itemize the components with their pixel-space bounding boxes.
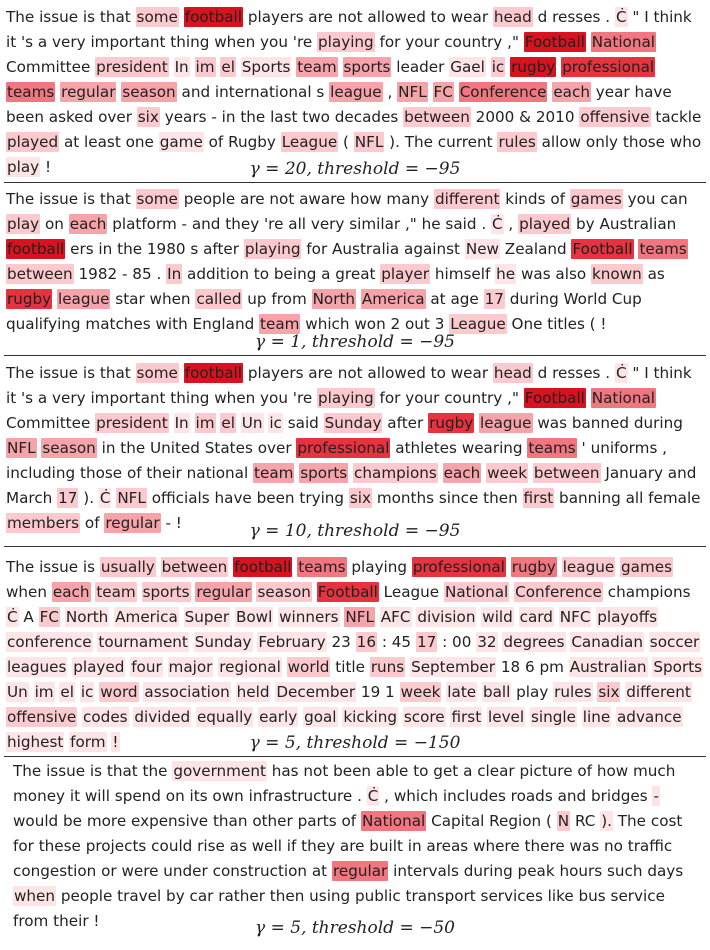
highlighted-token: between [404, 108, 470, 126]
highlighted-token: professional [297, 439, 390, 457]
highlighted-token: Super [184, 608, 230, 626]
panel-caption: γ = 5, threshold = −50 [255, 918, 455, 938]
highlighted-token: Football [524, 33, 585, 51]
highlighted-token: different [434, 190, 500, 208]
highlighted-token: America [115, 608, 178, 626]
highlighted-token: professional [562, 58, 655, 76]
divider [4, 355, 706, 356]
highlighted-token: Sports [241, 58, 291, 76]
highlighted-token: between [161, 558, 228, 576]
highlighted-token: el [60, 683, 74, 701]
highlighted-token: playing [318, 389, 374, 407]
highlighted-token: playoffs [597, 608, 658, 626]
highlighted-token: game [159, 133, 203, 151]
highlighted-token: League [281, 133, 338, 151]
divider [4, 756, 706, 757]
highlighted-token: Sunday [324, 414, 382, 432]
highlighted-token: between [7, 265, 73, 283]
panel-5 [0, 759, 710, 934]
highlighted-token: rugby [7, 290, 52, 308]
highlighted-token: NFL [345, 608, 374, 626]
highlighted-token: rules [554, 683, 592, 701]
highlighted-token: 17 [484, 290, 504, 308]
highlighted-token: rules [498, 133, 536, 151]
highlighted-token: games [621, 558, 673, 576]
highlighted-token: league [57, 290, 110, 308]
highlighted-token: Football [317, 583, 378, 601]
highlighted-token: Un [7, 683, 28, 701]
highlighted-token: card [519, 608, 553, 626]
highlighted-token: form [70, 733, 106, 751]
highlighted-token: National [591, 389, 656, 407]
highlighted-token: regular [105, 514, 160, 532]
highlighted-token: 32 [477, 633, 497, 651]
highlighted-token: el [221, 414, 235, 432]
highlighted-token: rugby [511, 58, 556, 76]
highlighted-token: known [592, 265, 642, 283]
highlighted-token: soccer [649, 633, 700, 651]
highlighted-token: highest [7, 733, 64, 751]
highlighted-token: Sports [653, 658, 703, 676]
highlighted-token: single [530, 708, 576, 726]
highlighted-token: Football [524, 389, 585, 407]
highlighted-token: ic [269, 414, 282, 432]
highlighted-token: major [168, 658, 213, 676]
highlighted-token: codes [83, 708, 128, 726]
highlighted-token: Ċ [491, 215, 503, 233]
highlighted-token: NFC [559, 608, 591, 626]
highlighted-token: four [131, 658, 162, 676]
highlighted-token: league [480, 414, 532, 432]
highlighted-token: leagues [7, 658, 67, 676]
highlighted-token: wild [482, 608, 513, 626]
highlighted-token: each [69, 215, 107, 233]
passage-text: The issue is that some football players are not allowed to wear head d resses . Ċ " I think it 's a very important thing when you 're playing for your country ," Football National Committee president In im el Sports team sports leader Gael ic rugby professional teams regular season and international s league , NFL FC Conference each year have been asked over six years - in the last two decades between 2000 & 2010 offensive tackle played at least one game of Rugby League ( NFL ). The current rules allow only those who play ! [6, 8, 702, 176]
highlighted-token: New [465, 240, 499, 258]
highlighted-token: head [493, 8, 532, 26]
highlighted-token: Ċ [367, 787, 379, 805]
highlighted-token: N [557, 812, 570, 830]
panel-4 [0, 555, 710, 755]
highlighted-token: conference [7, 633, 92, 651]
highlighted-token: professional [412, 558, 505, 576]
highlighted-token: 16 [356, 633, 376, 651]
highlighted-token: League [450, 315, 506, 333]
highlighted-token: In [174, 58, 189, 76]
highlighted-token: Conference [515, 583, 602, 601]
highlighted-token: FC [39, 608, 59, 626]
highlighted-token: teams [298, 558, 346, 576]
highlighted-token: he [496, 265, 516, 283]
highlighted-token: Ċ [615, 8, 627, 26]
highlighted-token: league [330, 83, 382, 101]
highlighted-token: el [221, 58, 235, 76]
highlighted-token: six [137, 108, 159, 126]
highlighted-token: playing [318, 33, 374, 51]
highlighted-token: Canadian [571, 633, 643, 651]
highlighted-token: National [361, 812, 426, 830]
panel-1 [0, 5, 710, 180]
highlighted-token: play [7, 158, 40, 176]
highlighted-token: sports [343, 58, 391, 76]
panel-2 [0, 187, 710, 337]
highlighted-token: February [258, 633, 326, 651]
highlighted-token: North [65, 608, 109, 626]
highlighted-token: members [7, 514, 80, 532]
highlighted-token: Gael [450, 58, 485, 76]
highlighted-token: NFL [354, 133, 384, 151]
highlighted-token: football [7, 240, 65, 258]
highlighted-token: week [487, 464, 528, 482]
panel-caption: γ = 5, threshold = −150 [249, 733, 461, 753]
highlighted-token: ic [80, 683, 94, 701]
highlighted-token: each [52, 583, 90, 601]
highlighted-token: six [349, 489, 372, 507]
highlighted-token: each [443, 464, 481, 482]
highlighted-token: between [533, 464, 600, 482]
highlighted-token: sports [142, 583, 190, 601]
highlighted-token: Ċ [99, 489, 111, 507]
highlighted-token: NFL [398, 83, 427, 101]
highlighted-token: equally [196, 708, 253, 726]
highlighted-token: playing [244, 240, 301, 258]
highlighted-token: goal [304, 708, 337, 726]
highlighted-token: September [411, 658, 496, 676]
highlighted-token: ic [491, 58, 505, 76]
highlighted-token: rugby [511, 558, 556, 576]
highlighted-token: Australian [569, 658, 647, 676]
divider [4, 546, 706, 547]
highlighted-token: games [570, 190, 622, 208]
highlighted-token: football [184, 364, 242, 382]
highlighted-token: world [287, 658, 330, 676]
highlighted-token: regular [332, 862, 388, 880]
highlighted-token: offensive [7, 708, 77, 726]
passage-text: The issue is usually between football teams playing professional rugby league games when each team sports regular season Football League National Conference champions Ċ A FC North America Super Bowl winners NFL AFC division wild card NFC playoffs conference tournament Sunday February 23 16 : 45 17 : 00 32 degrees Canadian soccer leagues played four major regional world title runs September 18 6 pm Australian Sports Un im el ic word association held December 19 1 week late ball play rules six different offensive codes divided equally early goal kicking score first level single line advance highest form ! [6, 558, 703, 751]
highlighted-token: - [653, 787, 659, 805]
highlighted-token: Un [241, 414, 263, 432]
highlighted-token: North [312, 290, 356, 308]
highlighted-token: some [136, 8, 178, 26]
highlighted-token: some [136, 190, 178, 208]
highlighted-token: divided [134, 708, 191, 726]
highlighted-token: held [236, 683, 270, 701]
highlighted-token: NFL [117, 489, 146, 507]
highlighted-token: kicking [343, 708, 398, 726]
highlighted-token: season [257, 583, 311, 601]
passage-text: The issue is that some football players are not allowed to wear head d resses . Ċ " I think it 's a very important thing when you 're playing for your country ," Football National Committee president In im el Un ic said Sunday after rugby league was banned during NFL season in the United States over professional athletes wearing teams ' uniforms , including those of their national team sports champions each week between January and March 17 ). Ċ NFL officials have been trying six months since then first banning all female members of regular - ! [6, 364, 701, 532]
highlighted-token: team [297, 58, 337, 76]
highlighted-token: first [523, 489, 554, 507]
highlighted-token: rugby [429, 414, 474, 432]
highlighted-token: line [582, 708, 611, 726]
highlighted-token: ). [601, 812, 612, 830]
passage-text: The issue is that some people are not aware how many different kinds of games you can play on each platform - and they 're all very similar ," he said . Ċ , played by Australian football ers in the 1980 s after playing for Australia against New Zealand Football teams between 1982 - 85 . In addition to being a great player himself he was also known as rugby league star when called up from North America at age 17 during World Cup qualifying matches with England team which won 2 out 3 League One titles ( ! [6, 190, 688, 333]
highlighted-token: America [361, 290, 425, 308]
highlighted-token: Conference [459, 83, 547, 101]
highlighted-token: president [96, 58, 168, 76]
panel-caption: γ = 1, threshold = −95 [255, 332, 455, 352]
highlighted-token: six [598, 683, 620, 701]
highlighted-token: league [562, 558, 615, 576]
highlighted-token: Sunday [194, 633, 252, 651]
highlighted-token: im [195, 58, 215, 76]
highlighted-token: season [42, 439, 96, 457]
highlighted-token: first [451, 708, 482, 726]
highlighted-token: played [7, 133, 59, 151]
highlighted-token: teams [528, 439, 576, 457]
highlighted-token: ball [482, 683, 511, 701]
panel-3 [0, 361, 710, 536]
highlighted-token: im [195, 414, 215, 432]
highlighted-token: president [96, 414, 168, 432]
highlighted-token: teams [639, 240, 687, 258]
highlighted-token: AFC [380, 608, 411, 626]
highlighted-token: Ċ [7, 608, 18, 626]
highlighted-token: play [7, 215, 40, 233]
divider [4, 182, 706, 183]
highlighted-token: played [73, 658, 125, 676]
highlighted-token: sports [300, 464, 348, 482]
highlighted-token: team [260, 315, 300, 333]
highlighted-token: advance [617, 708, 682, 726]
highlighted-token: 17 [416, 633, 437, 651]
highlighted-token: player [381, 265, 430, 283]
highlighted-token: Ċ [615, 364, 627, 382]
highlighted-token: National [591, 33, 656, 51]
passage-text: The issue is that the government has not been able to get a clear picture of how much money it will spend on its own infrastructure . Ċ , which includes roads and bridges - would be more expensive than other parts of National Capital Region ( N RC ). The cost for these projects could rise as well if they are built in areas where there was no traffic congestion or were under construction at regular intervals during peak hours such days when people travel by car rather then using public transport services like bus service from their ! [13, 762, 684, 930]
highlighted-token: degrees [503, 633, 565, 651]
highlighted-token: different [626, 683, 691, 701]
highlighted-token: head [493, 364, 532, 382]
highlighted-token: level [488, 708, 525, 726]
highlighted-token: December [276, 683, 356, 701]
highlighted-token: played [519, 215, 571, 233]
highlighted-token: In [167, 265, 182, 283]
highlighted-token: Bowl [235, 608, 273, 626]
highlighted-token: regional [219, 658, 281, 676]
highlighted-token: tournament [98, 633, 188, 651]
highlighted-token: late [447, 683, 477, 701]
highlighted-token: regular [196, 583, 251, 601]
highlighted-token: offensive [580, 108, 650, 126]
highlighted-token: association [144, 683, 230, 701]
highlighted-token: National [444, 583, 509, 601]
highlighted-token: winners [279, 608, 339, 626]
highlighted-token: season [122, 83, 176, 101]
highlighted-token: NFL [7, 439, 36, 457]
highlighted-token: football [234, 558, 292, 576]
highlighted-token: teams [7, 83, 55, 101]
highlighted-token: government [173, 762, 266, 780]
highlighted-token: each [553, 83, 590, 101]
highlighted-token: ! [112, 733, 119, 751]
panel-caption: γ = 20, threshold = −95 [249, 159, 461, 179]
highlighted-token: division [417, 608, 476, 626]
highlighted-token: football [184, 8, 242, 26]
highlighted-token: called [196, 290, 242, 308]
highlighted-token: team [96, 583, 136, 601]
highlighted-token: FC [433, 83, 453, 101]
highlighted-token: when [14, 887, 56, 905]
highlighted-token: week [400, 683, 441, 701]
highlighted-token: early [259, 708, 298, 726]
highlighted-token: regular [61, 83, 116, 101]
highlighted-token: im [34, 683, 54, 701]
highlighted-token: In [174, 414, 189, 432]
highlighted-token: Football [572, 240, 633, 258]
highlighted-token: usually [100, 558, 155, 576]
highlighted-token: some [136, 364, 178, 382]
highlighted-token: runs [370, 658, 405, 676]
highlighted-token: team [254, 464, 294, 482]
highlighted-token: champions [354, 464, 437, 482]
highlighted-token: word [100, 683, 138, 701]
panel-caption: γ = 10, threshold = −95 [249, 521, 461, 541]
highlighted-token: score [403, 708, 445, 726]
highlighted-token: 17 [58, 489, 78, 507]
